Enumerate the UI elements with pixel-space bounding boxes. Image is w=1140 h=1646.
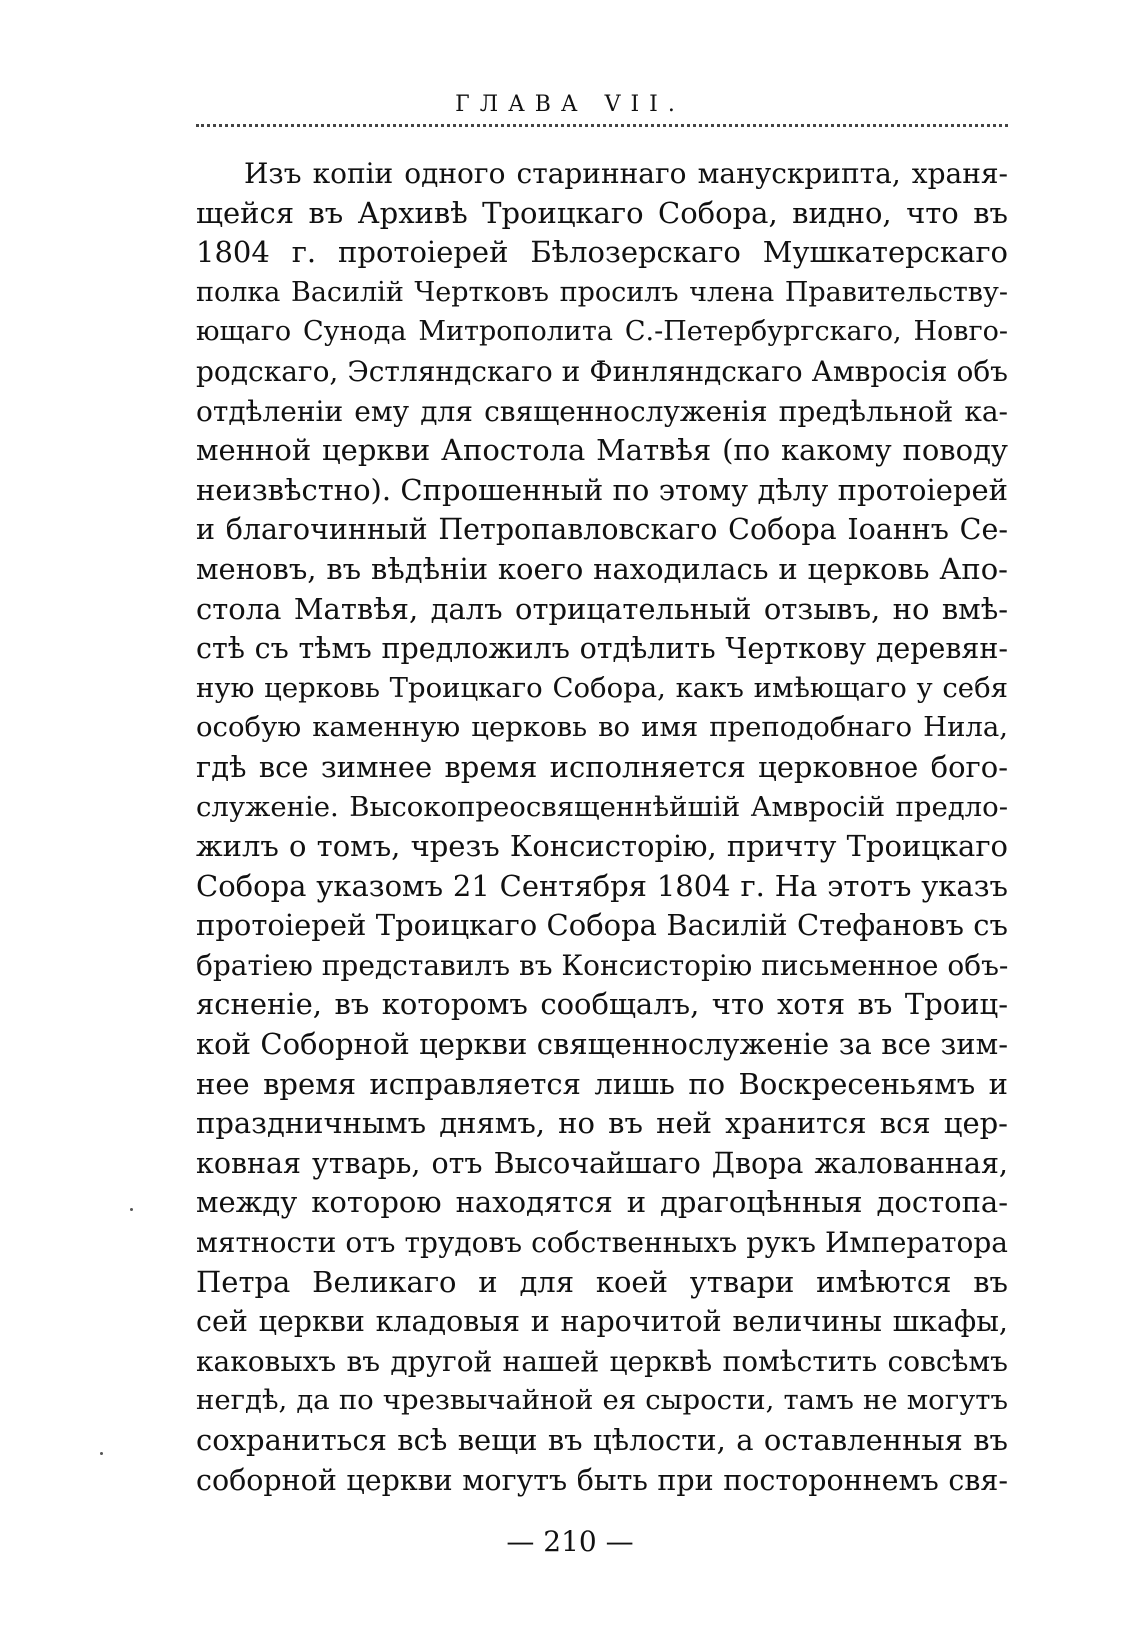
text-line: полка Василій Чертковъ просилъ члена Правительству-: [196, 276, 1008, 308]
text-line: меновъ, въ вѣдѣніи коего находилась и церковь Апо-: [196, 551, 1008, 586]
text-line: между которою находятся и драгоцѣнныя достопа-: [196, 1185, 1008, 1220]
text-line: праздничнымъ днямъ, но въ ней хранится вся цер-: [196, 1106, 1008, 1141]
text-line: особую каменную церковь во имя преподобнаго Нила,: [196, 711, 1008, 744]
text-line: ную церковь Троицкаго Собора, какъ имѣющаго у себя: [196, 671, 1008, 704]
text-line: стѣ съ тѣмъ предложилъ отдѣлить Черткову деревян-: [196, 632, 1008, 666]
text-line: ковная утварь, отъ Высочайшаго Двора жалованная,: [196, 1146, 1008, 1180]
text-line: братіею представилъ въ Консисторію письменное объ-: [196, 948, 1009, 982]
text-line: отдѣленіи ему для священнослуженія предѣльной ка-: [196, 394, 1008, 428]
text-line: жилъ о томъ, чрезъ Консисторію, причту Троицкаго: [196, 829, 1008, 864]
text-line: ющаго Сунода Митрополита С.-Петербургскаго, Новго-: [196, 316, 1008, 348]
text-line: служеніе. Высокопреосвященнѣйшій Амвросій предло-: [196, 790, 1008, 823]
text-line: каковыхъ въ другой нашей церквѣ помѣстить совсѣмъ: [196, 1344, 1008, 1378]
text-line: неизвѣстно). Спрошенный по этому дѣлу протоіерей: [196, 472, 1008, 507]
text-line: щейся въ Архивѣ Троицкаго Собора, видно, что въ: [196, 195, 1008, 230]
text-line: 1804 г. протоіерей Бѣлозерскаго Мушкатерскаго: [196, 235, 1008, 270]
text-line: стола Матвѣя, далъ отрицательный отзывъ, но вмѣ-: [196, 591, 1008, 626]
page-number: — 210 —: [506, 1525, 634, 1558]
body-text: [196, 154, 1008, 1500]
text-line: и благочинный Петропавловскаго Собора Іоаннъ Се-: [196, 513, 1008, 547]
text-line: Изъ копіи одного стариннаго манускрипта, храня-: [244, 157, 1008, 190]
text-line: негдѣ, да по чрезвычайной ея сырости, тамъ не могутъ: [196, 1384, 1008, 1417]
text-line: протоіерей Троицкаго Собора Василій Стефановъ съ: [196, 908, 1008, 943]
paper-speck: [130, 1208, 133, 1211]
text-line: кой Соборной церкви священнослуженіе за все зим-: [196, 1027, 1008, 1062]
text-line: ясненіе, въ которомъ сообщалъ, что хотя въ Троиц-: [196, 987, 1008, 1022]
text-line: Собора указомъ 21 Сентября 1804 г. На этотъ указъ: [196, 868, 1008, 903]
text-line: нее время исправляется лишь по Воскресеньямъ и: [196, 1066, 1008, 1101]
text-line: сохраниться всѣ вещи въ цѣлости, а оставленныя въ: [196, 1423, 1008, 1457]
text-line: мятности отъ трудовъ собственныхъ рукъ Императора: [196, 1226, 1008, 1260]
text-line: соборной церкви могутъ быть при постороннемъ свя-: [196, 1463, 1008, 1497]
text-line: сей церкви кладовыя и нарочитой величины шкафы,: [196, 1305, 1008, 1339]
text-line: гдѣ все зимнее время исполняется церковное бого-: [196, 749, 1008, 784]
text-line: родскаго, Эстляндскаго и Финляндскаго Амвросія объ: [196, 354, 1008, 388]
header-rule: [196, 124, 1008, 127]
text-line: Петра Великаго и для коей утвари имѣются въ: [196, 1264, 1008, 1299]
chapter-header: ГЛАВА VII.: [455, 92, 685, 117]
paper-speck: [100, 1452, 103, 1455]
text-line: менной церкви Апостола Матвѣя (по какому поводу: [196, 433, 1008, 468]
